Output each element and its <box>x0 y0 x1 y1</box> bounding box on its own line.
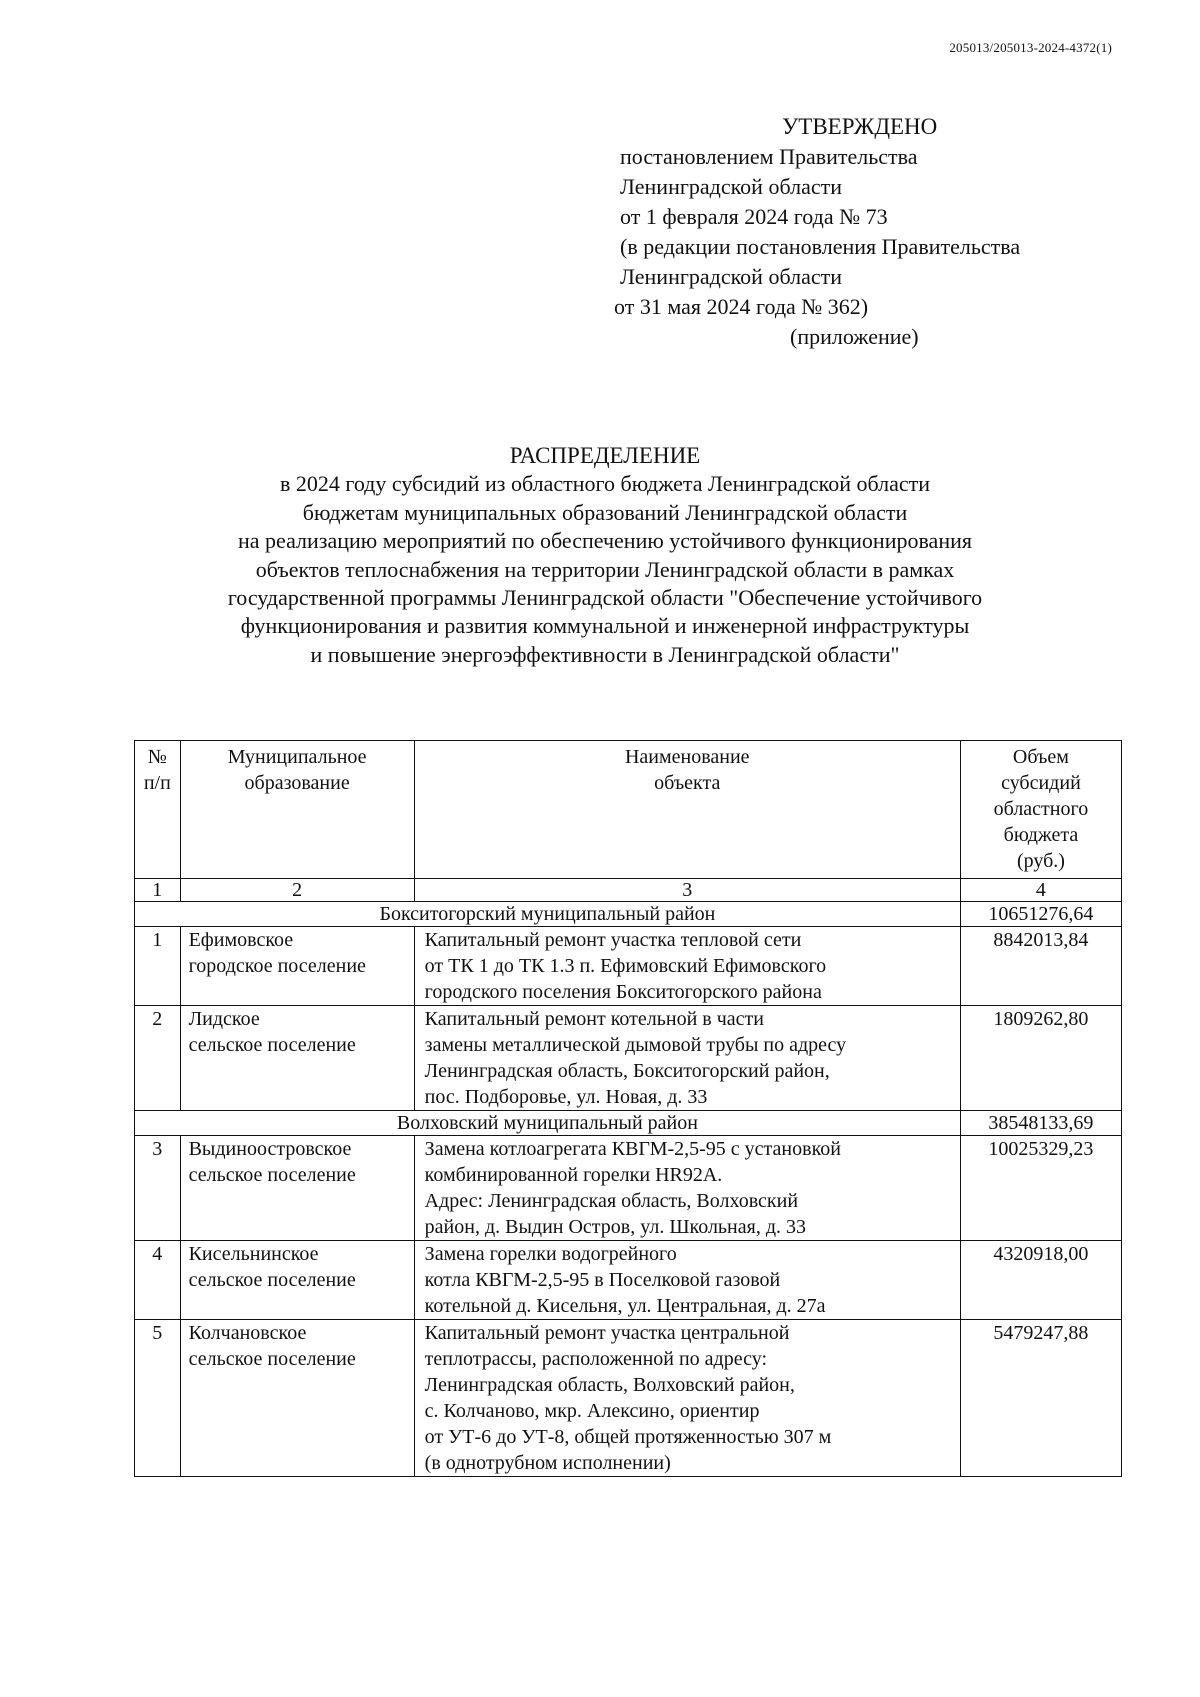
row-amount: 1809262,80 <box>960 1006 1121 1111</box>
group-row <box>135 902 1122 927</box>
header-text: Муниципальное <box>227 746 367 768</box>
row-municipality <box>180 1136 414 1241</box>
column-number: 2 <box>180 879 414 902</box>
distribution-table <box>134 740 1122 1477</box>
approval-heading: УТВЕРЖДЕНО <box>782 114 938 139</box>
title-heading: РАСПРЕДЕЛЕНИЕ <box>509 443 701 468</box>
approval-block <box>614 112 1140 352</box>
header-text: объекта <box>654 772 721 794</box>
header-text: образование <box>244 772 350 794</box>
row-municipality <box>180 1241 414 1320</box>
header-text: бюджета <box>1003 824 1079 846</box>
approval-line: Ленинградской области <box>620 174 842 199</box>
cell-text: Колчановское <box>188 1322 307 1344</box>
cell-text: Ефимовское <box>188 929 294 951</box>
row-amount: 4320918,00 <box>960 1241 1121 1320</box>
document-title <box>100 442 1110 669</box>
row-object <box>414 1136 960 1241</box>
approval-appendix: (приложение) <box>790 324 919 349</box>
cell-text: Капитальный ремонт участка тепловой сети <box>424 929 802 951</box>
document-id: 205013/205013-2024-4372(1) <box>949 40 1112 55</box>
group-name: Бокситогорский муниципальный район <box>135 902 961 927</box>
column-number: 3 <box>414 879 960 902</box>
group-row <box>135 1111 1122 1136</box>
cell-text: Кисельнинское <box>188 1243 319 1265</box>
cell-text: пос. Подборовье, ул. Новая, д. 33 <box>424 1086 708 1108</box>
cell-text: Ленинградская область, Волховский район, <box>424 1374 795 1396</box>
column-number: 4 <box>960 879 1121 902</box>
table-row <box>135 1136 1122 1241</box>
header-text: п/п <box>143 772 171 794</box>
row-amount: 5479247,88 <box>960 1320 1121 1477</box>
cell-text: сельское поселение <box>188 1034 356 1056</box>
row-municipality <box>180 1320 414 1477</box>
row-object <box>414 1320 960 1477</box>
cell-text: Замена горелки водогрейного <box>424 1243 677 1265</box>
header-text: (руб.) <box>1016 850 1065 872</box>
cell-text: от УТ-6 до УТ-8, общей протяженностью 307 м <box>424 1426 832 1448</box>
cell-text: сельское поселение <box>188 1269 356 1291</box>
group-name: Волховский муниципальный район <box>135 1111 961 1136</box>
table-row <box>135 1320 1122 1477</box>
column-number: 1 <box>135 879 181 902</box>
cell-text: Капитальный ремонт участка центральной <box>424 1322 790 1344</box>
cell-text: Ленинградская область, Бокситогорский район, <box>424 1060 830 1082</box>
title-line: функционирования и развития коммунальной и инженерной инфраструктуры <box>240 613 970 639</box>
row-municipality <box>180 1006 414 1111</box>
approval-line: постановлением Правительства <box>620 144 918 169</box>
approval-line: от 1 февраля 2024 года № 73 <box>620 204 888 229</box>
title-line: государственной программы Ленинградской области "Обеспечение устойчивого <box>227 585 983 611</box>
cell-text: теплотрассы, расположенной по адресу: <box>424 1348 768 1370</box>
table-header-row <box>135 741 1122 879</box>
approval-line: (в редакции постановления Правительства <box>620 234 1021 259</box>
cell-text: район, д. Выдин Остров, ул. Школьная, д. 33 <box>424 1216 807 1238</box>
row-number: 2 <box>135 1006 181 1111</box>
header-amount <box>960 741 1121 879</box>
cell-text: от ТК 1 до ТК 1.3 п. Ефимовский Ефимовского <box>424 955 827 977</box>
header-text: субсидий <box>1001 772 1081 794</box>
table-row <box>135 1006 1122 1111</box>
cell-text: замены металлической дымовой трубы по адресу <box>424 1034 847 1056</box>
row-number: 5 <box>135 1320 181 1477</box>
cell-text: (в однотрубном исполнении) <box>424 1452 671 1474</box>
column-number-row <box>135 879 1122 902</box>
row-municipality <box>180 927 414 1006</box>
group-total: 38548133,69 <box>960 1111 1121 1136</box>
cell-text: Замена котлоагрегата КВГМ-2,5-95 с установкой <box>424 1138 841 1160</box>
cell-text: котла КВГМ-2,5-95 в Поселковой газовой <box>424 1269 781 1291</box>
row-amount: 8842013,84 <box>960 927 1121 1006</box>
cell-text: Капитальный ремонт котельной в части <box>424 1008 764 1030</box>
header-text: № <box>147 746 167 768</box>
title-line: на реализацию мероприятий по обеспечению устойчивого функционирования <box>238 528 972 554</box>
approval-line: Ленинградской области <box>620 264 842 289</box>
cell-text: Лидское <box>188 1008 260 1030</box>
cell-text: котельной д. Кисельня, ул. Центральная, д. 27а <box>424 1295 826 1317</box>
cell-text: сельское поселение <box>188 1164 356 1186</box>
row-object <box>414 1006 960 1111</box>
cell-text: с. Колчаново, мкр. Алексино, ориентир <box>424 1400 760 1422</box>
title-line: бюджетам муниципальных образований Ленинградской области <box>302 499 908 525</box>
cell-text: Адрес: Ленинградская область, Волховский <box>424 1190 799 1212</box>
title-line: объектов теплоснабжения на территории Ленинградской области в рамках <box>255 556 955 582</box>
cell-text: комбинированной горелки HR92A. <box>424 1164 723 1186</box>
header-object <box>414 741 960 879</box>
cell-text: сельское поселение <box>188 1348 356 1370</box>
table-row <box>135 1241 1122 1320</box>
cell-text: Выдиноостровское <box>188 1138 352 1160</box>
row-number: 4 <box>135 1241 181 1320</box>
title-line: в 2024 году субсидий из областного бюджета Ленинградской области <box>279 471 931 497</box>
table-row <box>135 927 1122 1006</box>
header-text: областного <box>993 798 1089 820</box>
cell-text: городское поселение <box>188 955 366 977</box>
group-total: 10651276,64 <box>960 902 1121 927</box>
header-num <box>135 741 181 879</box>
header-text: Объем <box>1012 746 1069 768</box>
title-line: и повышение энергоэффективности в Ленинградской области" <box>310 641 900 667</box>
header-text: Наименование <box>624 746 750 768</box>
row-object <box>414 927 960 1006</box>
approval-line: от 31 мая 2024 года № 362) <box>614 294 869 319</box>
row-amount: 10025329,23 <box>960 1136 1121 1241</box>
row-object <box>414 1241 960 1320</box>
row-number: 1 <box>135 927 181 1006</box>
header-municipality <box>180 741 414 879</box>
cell-text: городского поселения Бокситогорского района <box>424 981 822 1003</box>
row-number: 3 <box>135 1136 181 1241</box>
